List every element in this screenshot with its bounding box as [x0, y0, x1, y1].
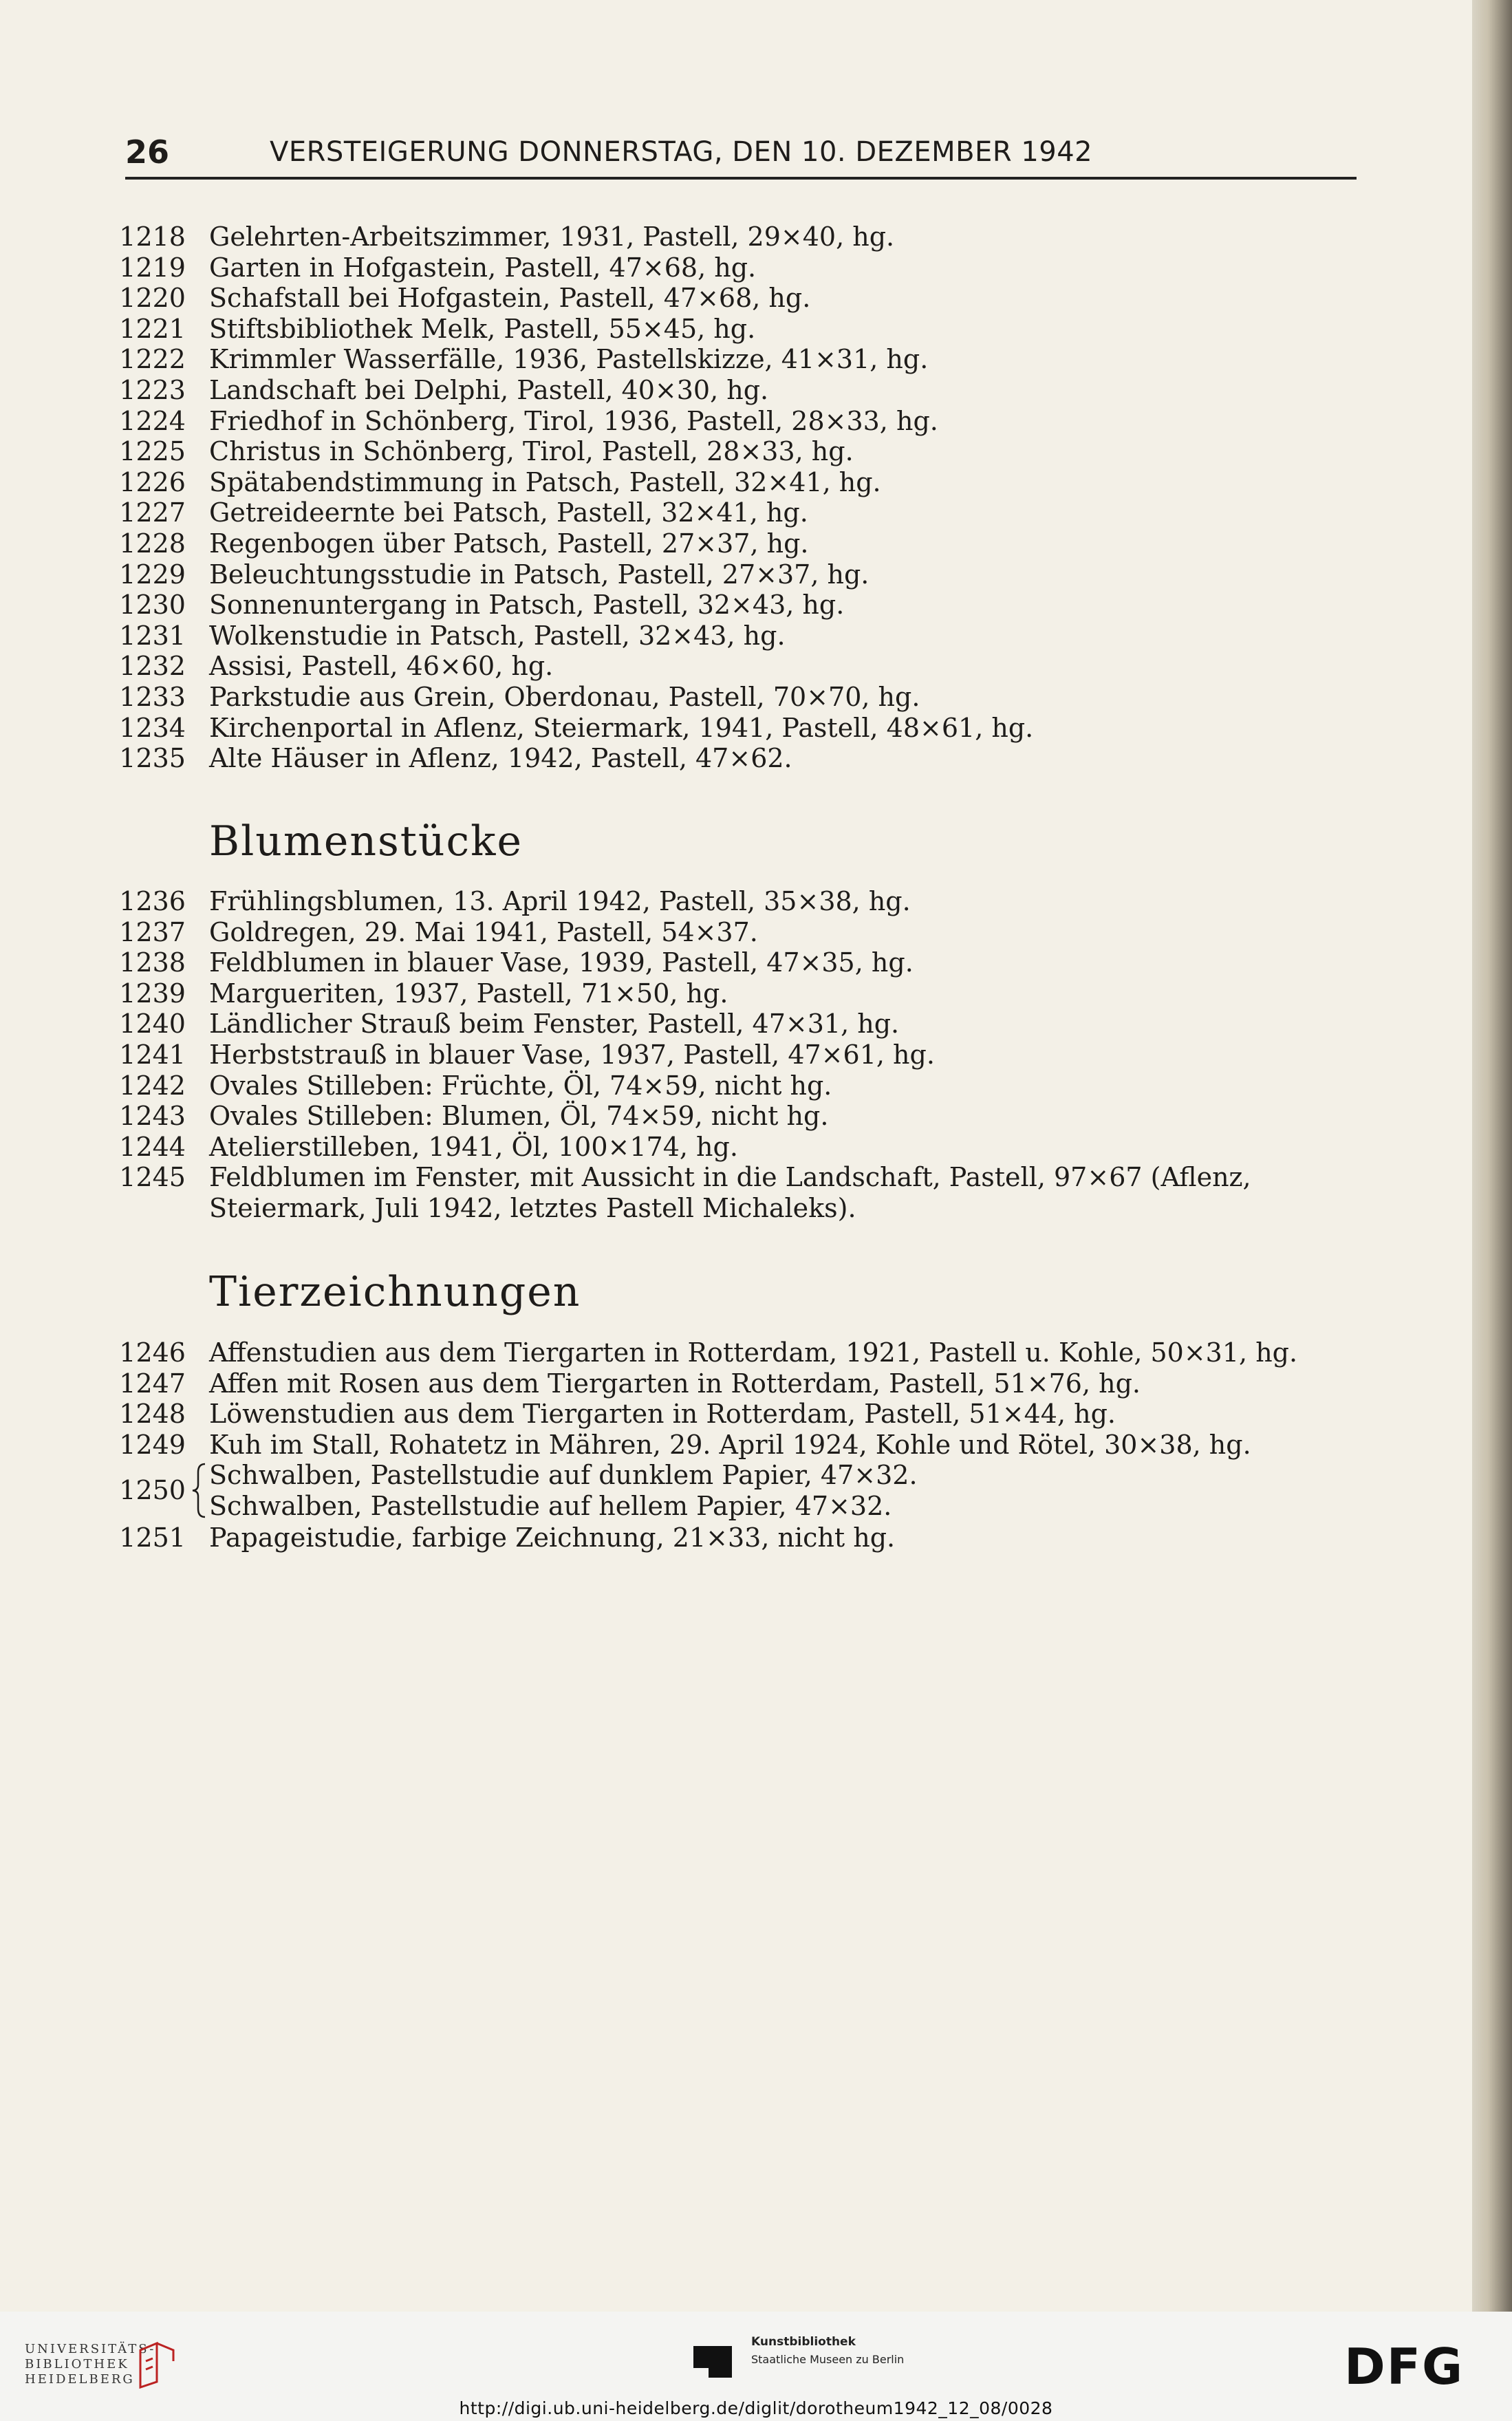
- lot-number: 1247: [119, 1368, 186, 1399]
- lot-number: 1219: [119, 252, 186, 283]
- lot-number: 1224: [119, 405, 186, 436]
- lot-description: Frühlingsblumen, 13. April 1942, Pastell, 35×38, hg.: [209, 886, 911, 916]
- list-item: [117, 743, 1396, 774]
- page-header: [125, 128, 1357, 176]
- list-item: [117, 978, 1396, 1009]
- lot-number: 1245: [119, 1162, 186, 1193]
- list-item: [117, 1132, 1396, 1163]
- list-item: [117, 344, 1396, 375]
- lot-description: Krimmler Wasserfälle, 1936, Pastellskizze, 41×31, hg.: [209, 344, 929, 375]
- lot-list-animals: [117, 1337, 1396, 1460]
- lot-number: 1241: [119, 1039, 186, 1070]
- lot-number: 1248: [119, 1399, 186, 1430]
- list-item: [117, 682, 1396, 713]
- list-item: [117, 252, 1396, 283]
- list-item: [117, 222, 1396, 252]
- list-item: [117, 1070, 1396, 1101]
- section-title-tierzeichnungen: Tierzeichnungen: [209, 1268, 581, 1316]
- lot-description: Goldregen, 29. Mai 1941, Pastell, 54×37.: [209, 916, 758, 947]
- lot-description: Feldblumen in blauer Vase, 1939, Pastell, 47×35, hg.: [209, 947, 914, 978]
- section-title-blumenstuecke: Blumenstücke: [209, 817, 523, 865]
- lot-number: 1242: [119, 1070, 186, 1101]
- list-item: [117, 559, 1396, 590]
- list-item: [117, 375, 1396, 406]
- lot-number: 1218: [119, 222, 186, 252]
- list-item: [117, 436, 1396, 467]
- lot-description: Beleuchtungsstudie in Patsch, Pastell, 27×37, hg.: [209, 559, 870, 590]
- lot-description: Affen mit Rosen aus dem Tiergarten in Rotterdam, Pastell, 51×76, hg.: [209, 1368, 1141, 1399]
- lot-list-landscapes: [117, 222, 1396, 774]
- lot-description: Sonnenuntergang in Patsch, Pastell, 32×43, hg.: [209, 590, 845, 621]
- list-item: [117, 886, 1396, 917]
- lot-number: 1243: [119, 1101, 186, 1132]
- lot-description: Margueriten, 1937, Pastell, 71×50, hg.: [209, 978, 728, 1009]
- lot-description: Papageistudie, farbige Zeichnung, 21×33, nicht hg.: [209, 1522, 896, 1553]
- lot-number: 1226: [119, 466, 186, 497]
- lot-number: 1228: [119, 528, 186, 559]
- lot-number: 1240: [119, 1009, 186, 1040]
- list-item: [117, 406, 1396, 437]
- lot-number: 1236: [119, 886, 186, 916]
- lot-number: 1239: [119, 978, 186, 1009]
- lot-description: Alte Häuser in Aflenz, 1942, Pastell, 47×62.: [209, 743, 792, 774]
- lot-number: 1249: [119, 1429, 186, 1460]
- header-rule: [125, 177, 1357, 180]
- lot-description: Landschaft bei Delphi, Pastell, 40×30, hg.: [209, 374, 769, 405]
- list-item: [117, 1430, 1396, 1461]
- list-item: [117, 314, 1396, 345]
- lot-number: 1225: [119, 436, 186, 467]
- lot-description: Herbststrauß in blauer Vase, 1937, Pastell, 47×61, hg.: [209, 1039, 935, 1070]
- list-item: [117, 1337, 1396, 1368]
- list-item: [117, 283, 1396, 314]
- list-item: [117, 1162, 1396, 1223]
- lot-list-brace: [117, 1460, 1396, 1521]
- library-line: UNIVERSITÄTS-: [25, 2342, 156, 2356]
- lot-description: Schwalben, Pastellstudie auf hellem Papier, 47×32.: [209, 1490, 892, 1521]
- lot-number: 1244: [119, 1131, 186, 1162]
- lot-description: Affenstudien aus dem Tiergarten in Rotterdam, 1921, Pastell u. Kohle, 50×31, hg.: [209, 1337, 1298, 1368]
- lot-number: 1237: [119, 916, 186, 947]
- lot-description: Schwalben, Pastellstudie auf dunklem Papier, 47×32.: [209, 1460, 918, 1490]
- list-item: [117, 590, 1396, 621]
- running-head: VERSTEIGERUNG DONNERSTAG, DEN 10. DEZEMBER 1942: [270, 136, 1093, 168]
- list-item: [117, 1522, 1396, 1553]
- list-item: [117, 651, 1396, 682]
- library-line: HEIDELBERG: [25, 2372, 135, 2387]
- lot-description: Feldblumen im Fenster, mit Aussicht in die Landschaft, Pastell, 97×67 (Aflenz, Steiermark, Juli 1942, letztes Pastell Michaleks).: [209, 1162, 1251, 1223]
- lot-description: Christus in Schönberg, Tirol, Pastell, 28×33, hg.: [209, 436, 854, 467]
- library-logo-icon: [136, 2341, 177, 2390]
- list-item: [117, 917, 1396, 948]
- lot-list-last: [117, 1522, 1396, 1553]
- lot-description: Ovales Stilleben: Früchte, Öl, 74×59, nicht hg.: [209, 1070, 832, 1101]
- lot-description: Getreideernte bei Patsch, Pastell, 32×41, hg.: [209, 497, 808, 528]
- list-item: [117, 947, 1396, 978]
- lot-number: 1223: [119, 374, 186, 405]
- list-item: [117, 1368, 1396, 1399]
- lot-description: Wolkenstudie in Patsch, Pastell, 32×43, hg.: [209, 620, 786, 651]
- lot-number: 1222: [119, 344, 186, 375]
- lot-description: Kirchenportal in Aflenz, Steiermark, 1941, Pastell, 48×61, hg.: [209, 712, 1034, 743]
- list-item: [117, 467, 1396, 498]
- lot-number: 1221: [119, 313, 186, 344]
- lot-number: 1251: [119, 1522, 186, 1553]
- library-line: BIBLIOTHEK: [25, 2357, 129, 2371]
- lot-number: 1230: [119, 590, 186, 621]
- kunstbibliothek-name: Kunstbibliothek: [751, 2335, 856, 2349]
- lot-description: Regenbogen über Patsch, Pastell, 27×37, hg.: [209, 528, 809, 559]
- lot-number: 1229: [119, 559, 186, 590]
- curly-brace-icon: [191, 1460, 208, 1521]
- list-item: [117, 621, 1396, 652]
- lot-description: Atelierstilleben, 1941, Öl, 100×174, hg.: [209, 1131, 738, 1162]
- list-item: [117, 1460, 1396, 1521]
- list-item: [117, 713, 1396, 744]
- list-item: [117, 528, 1396, 559]
- lot-description: Kuh im Stall, Rohatetz in Mähren, 29. April 1924, Kohle und Rötel, 30×38, hg.: [209, 1429, 1251, 1460]
- lot-number: 1232: [119, 651, 186, 682]
- list-item: [117, 1040, 1396, 1070]
- list-item: [117, 497, 1396, 528]
- page-edge: [1472, 0, 1512, 2312]
- lot-description: Garten in Hofgastein, Pastell, 47×68, hg.: [209, 252, 757, 283]
- lot-description: Spätabendstimmung in Patsch, Pastell, 32×41, hg.: [209, 466, 881, 497]
- kunstbibliothek-subtitle: Staatliche Museen zu Berlin: [751, 2353, 905, 2366]
- lot-number: 1250: [119, 1475, 186, 1505]
- list-item: [117, 1009, 1396, 1040]
- lot-description: Friedhof in Schönberg, Tirol, 1936, Pastell, 28×33, hg.: [209, 405, 938, 436]
- lot-number: 1246: [119, 1337, 186, 1368]
- lot-description: Stiftsbibliothek Melk, Pastell, 55×45, hg.: [209, 313, 756, 344]
- dfg-logo: DFG: [1344, 2338, 1465, 2396]
- lot-description: Ländlicher Strauß beim Fenster, Pastell, 47×31, hg.: [209, 1009, 900, 1040]
- lot-description: Ovales Stilleben: Blumen, Öl, 74×59, nicht hg.: [209, 1101, 829, 1132]
- lot-number: 1220: [119, 283, 186, 314]
- lot-number: 1227: [119, 497, 186, 528]
- list-item: [117, 1101, 1396, 1132]
- lot-description: Gelehrten-Arbeitszimmer, 1931, Pastell, 29×40, hg.: [209, 222, 895, 252]
- lot-description: Assisi, Pastell, 46×60, hg.: [209, 651, 554, 682]
- kunstbibliothek-mark-icon: [691, 2332, 735, 2380]
- lot-number: 1233: [119, 681, 186, 712]
- lot-list-flowers: [117, 886, 1396, 1223]
- list-item: [117, 1399, 1396, 1430]
- digitization-footer: [0, 2312, 1512, 2421]
- lot-number: 1231: [119, 620, 186, 651]
- lot-description: Parkstudie aus Grein, Oberdonau, Pastell, 70×70, hg.: [209, 681, 920, 712]
- lot-number: 1234: [119, 712, 186, 743]
- lot-description: Löwenstudien aus dem Tiergarten in Rotterdam, Pastell, 51×44, hg.: [209, 1399, 1116, 1430]
- page-number: 26: [125, 133, 170, 171]
- lot-number: 1238: [119, 947, 186, 978]
- source-url[interactable]: http://digi.ub.uni-heidelberg.de/diglit/dorotheum1942_12_08/0028: [459, 2398, 1053, 2418]
- lot-description: Schafstall bei Hofgastein, Pastell, 47×68, hg.: [209, 283, 811, 314]
- lot-number: 1235: [119, 743, 186, 774]
